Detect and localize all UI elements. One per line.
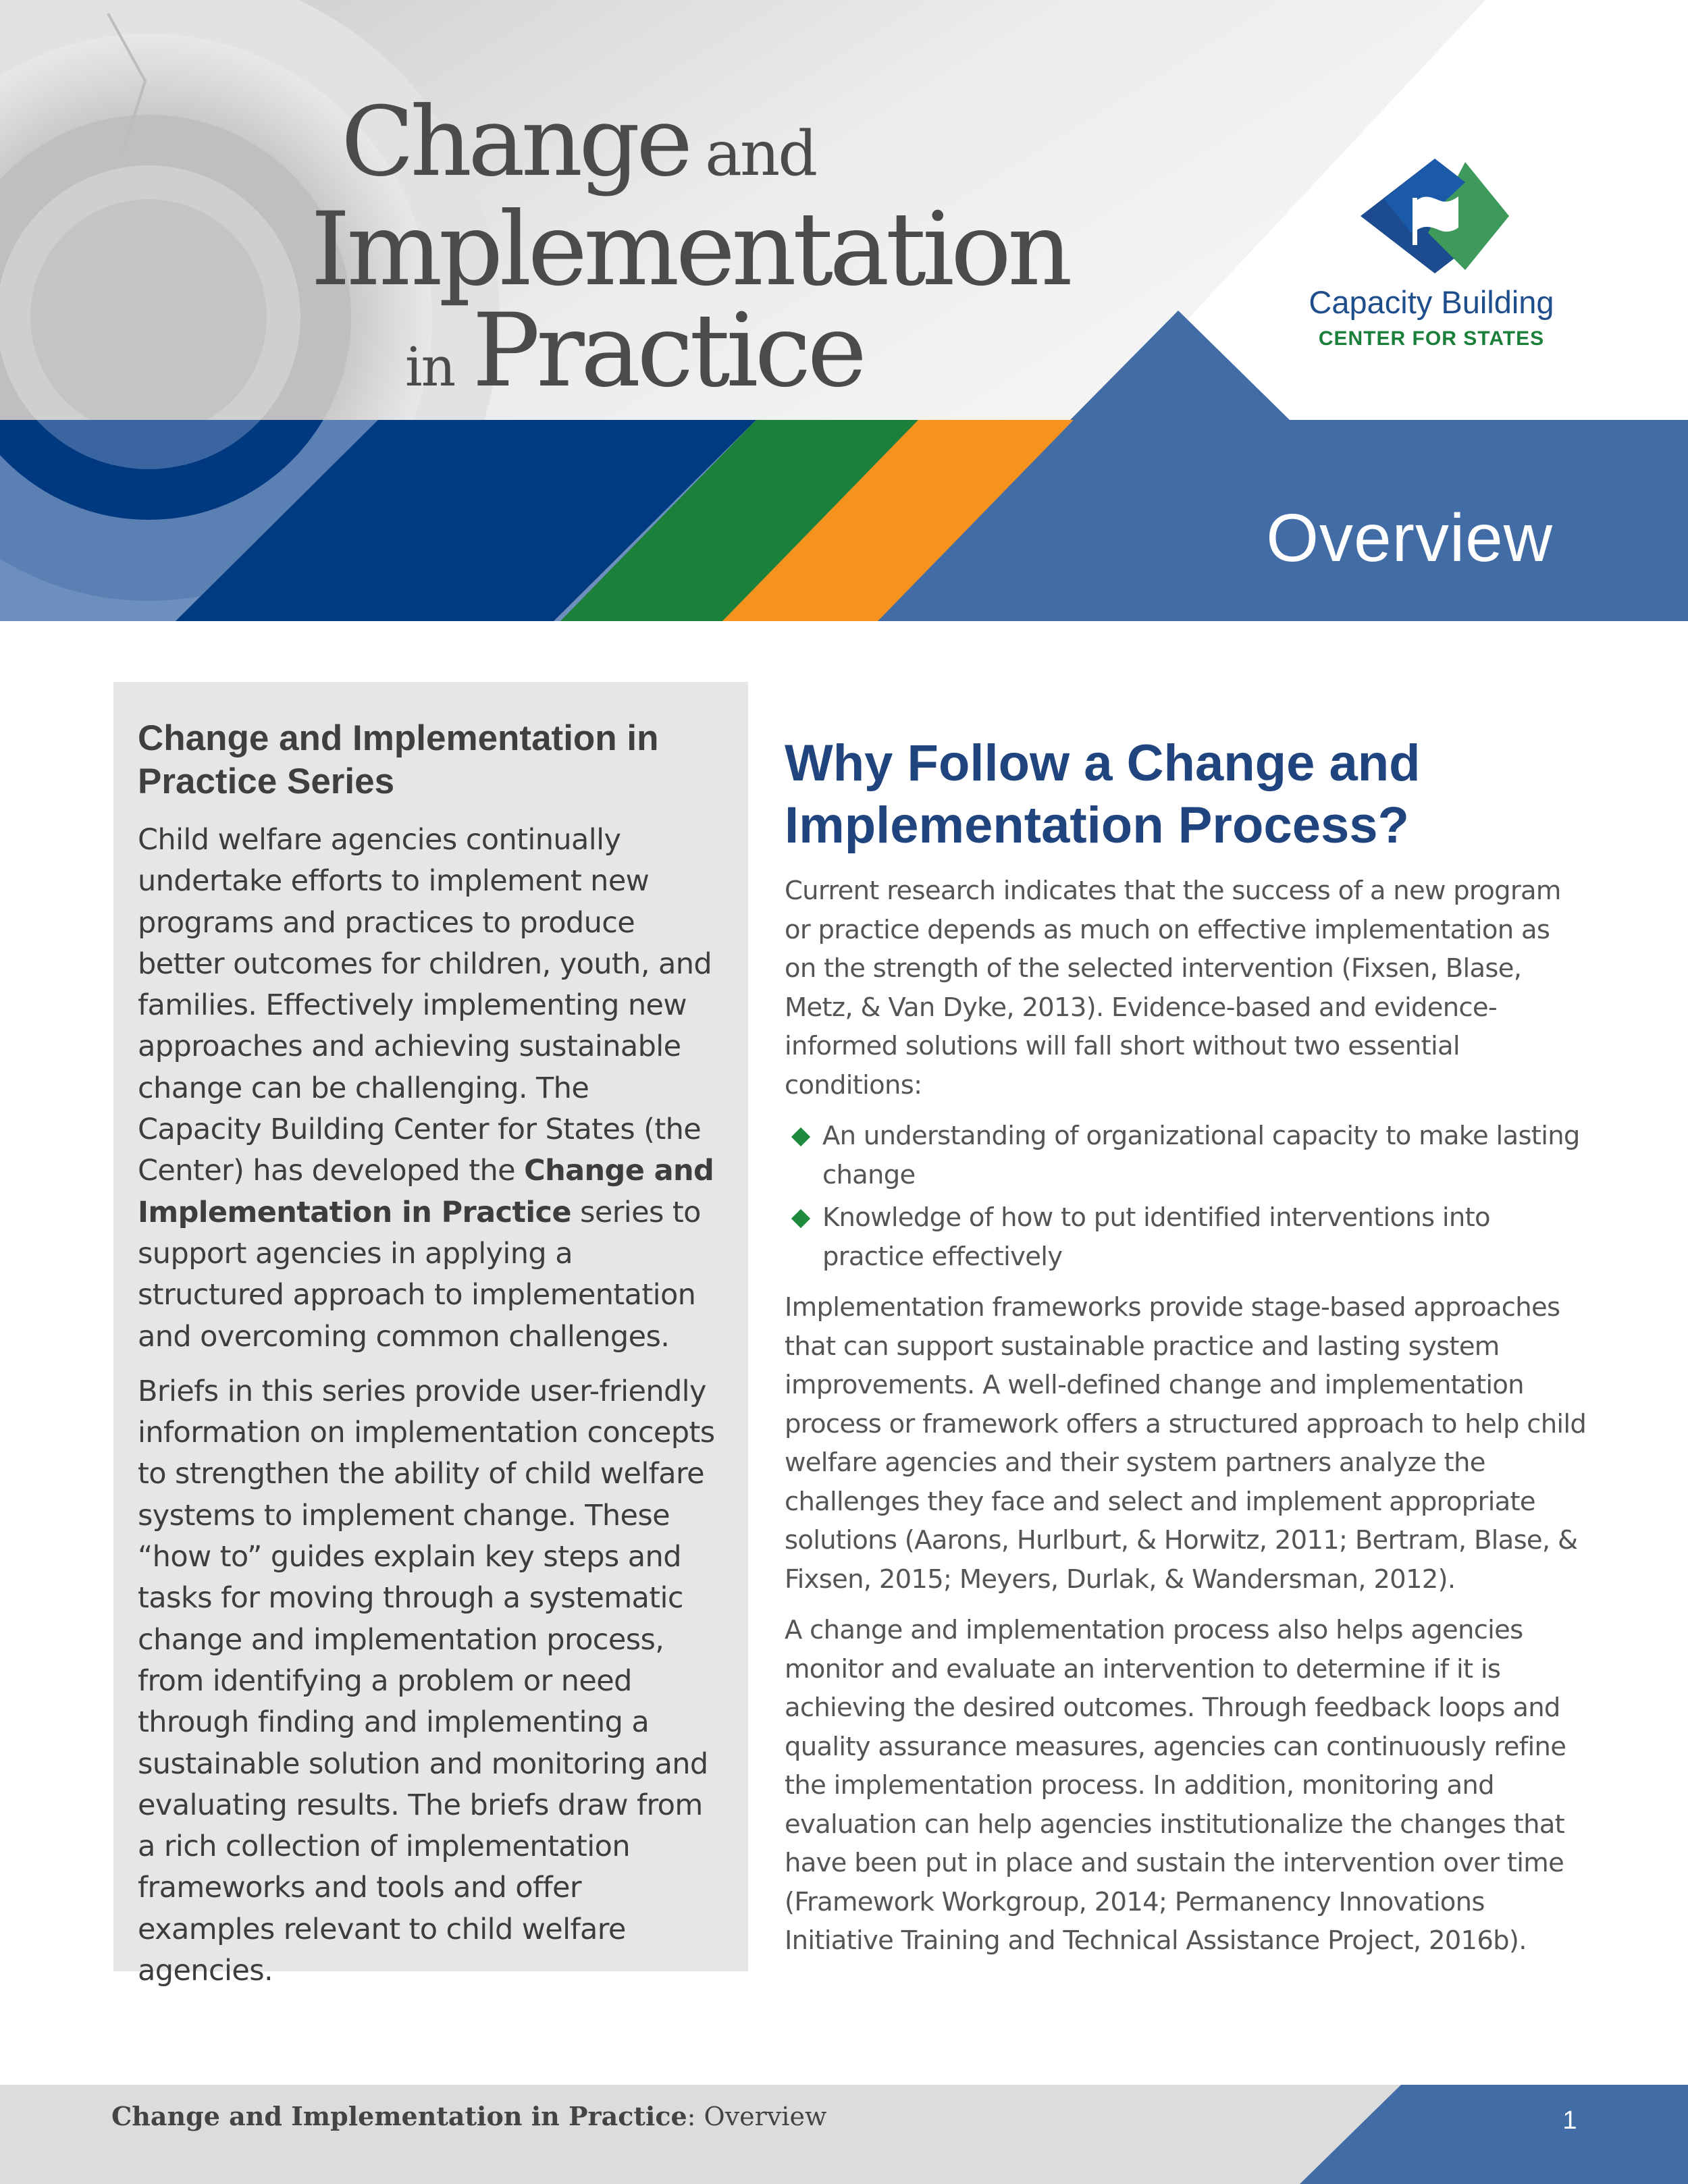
logo-subtitle: CENTER FOR STATES — [1318, 327, 1545, 350]
series-name-bold: Change and Implementation in Practice — [138, 1154, 714, 1229]
title-line-3 — [405, 292, 864, 410]
title-word-in: in — [405, 336, 455, 398]
logo-name: Capacity Building — [1309, 284, 1554, 320]
title-word-and: and — [705, 117, 816, 190]
sidebar-paragraph-1 — [138, 820, 721, 1358]
diamond-bullet-icon — [791, 1209, 810, 1228]
document-title — [0, 86, 1148, 410]
diamond-bullet-icon — [791, 1127, 810, 1146]
title-word-change: Change — [341, 86, 689, 198]
footer-series: Change and Implementation in Practice — [111, 2101, 687, 2131]
title-word-implementation: Implementation — [311, 191, 1069, 309]
main-column — [785, 733, 1588, 1973]
footer-separator: : — [687, 2102, 696, 2131]
sidebar-title: Change and Implementation in Practice Series — [138, 718, 659, 801]
section-label: Overview — [1266, 500, 1553, 576]
main-heading: Why Follow a Change and Implementation Process? — [785, 735, 1421, 854]
list-item-text: An understanding of organizational capacity to make lasting change — [822, 1121, 1580, 1190]
main-paragraph-3: A change and implementation process also helps agencies monitor and evaluate an intervention to determine if it is achieving the desired outcomes. Through feedback loops and quality assurance measures, agencies can continuously refine the implementation process. In addition, monitoring and evaluation can help agencies institutionalize the changes that have been put in place and sustain the intervention over time (Framework Workgroup, 2014; Permanency Innovations Initiative Training and Technical Assistance Project, 2016b). — [785, 1615, 1566, 1956]
list-item-text: Knowledge of how to put identified interventions into practice effectively — [822, 1202, 1490, 1272]
title-line-2 — [311, 191, 1069, 309]
footer-title — [111, 2101, 826, 2131]
page-number: 1 — [1562, 2106, 1577, 2135]
sidebar-p1-text-end: series to support agencies in applying a structured approach to implementation and overcoming common challenges. — [138, 1195, 701, 1354]
conditions-list — [785, 1117, 1588, 1276]
main-paragraph-2: Implementation frameworks provide stage-based approaches that can support sustainable practice and lasting system improvements. A well-defined change and implementation process or framework offers a structured approach to help child welfare agencies and their system partners analyze the challenges they face and select and implement appropriate solutions (Aarons, Hurlburt, & Horwitz, 2011; Bertram, Blase, & Fixsen, 2015; Meyers, Durlak, & Wandersman, 2012). — [785, 1292, 1587, 1595]
title-word-practice: Practice — [472, 292, 864, 410]
list-item — [785, 1198, 1588, 1276]
title-line-1 — [341, 86, 816, 198]
sidebar-p1-text: Child welfare agencies continually undertake efforts to implement new programs and practices to produce better outcomes for children, youth, and families. Effectively implementing new approaches and achieving sustainable change can be challenging. The Capacity Building Center for States (the Center) has developed the — [138, 823, 712, 1188]
sidebar-paragraph-2: Briefs in this series provide user-friendly information on implementation concepts to strengthen the ability of child welfare systems to implement change. These “how to” guides explain key steps and tasks for moving through a systematic change and implementation process, from identifying a problem or need through finding and implementing a sustainable solution and monitoring and evaluating results. The briefs draw from a rich collection of implementation frameworks and tools and offer examples relevant to child welfare agencies. — [138, 1374, 715, 1988]
flag-diamond-icon — [1357, 159, 1512, 273]
series-sidebar — [113, 682, 748, 1988]
footer-section: Overview — [695, 2102, 827, 2131]
capacity-building-logo — [1269, 159, 1593, 361]
main-paragraph-1: Current research indicates that the success of a new program or practice depends as much on effective implementation as on the strength of the selected intervention (Fixsen, Blase, Metz, & Van Dyke, 2013). Evidence-based and evidence-informed solutions will fall short without two essential conditions: — [785, 876, 1561, 1100]
list-item — [785, 1117, 1588, 1194]
page-footer — [0, 2085, 1688, 2184]
